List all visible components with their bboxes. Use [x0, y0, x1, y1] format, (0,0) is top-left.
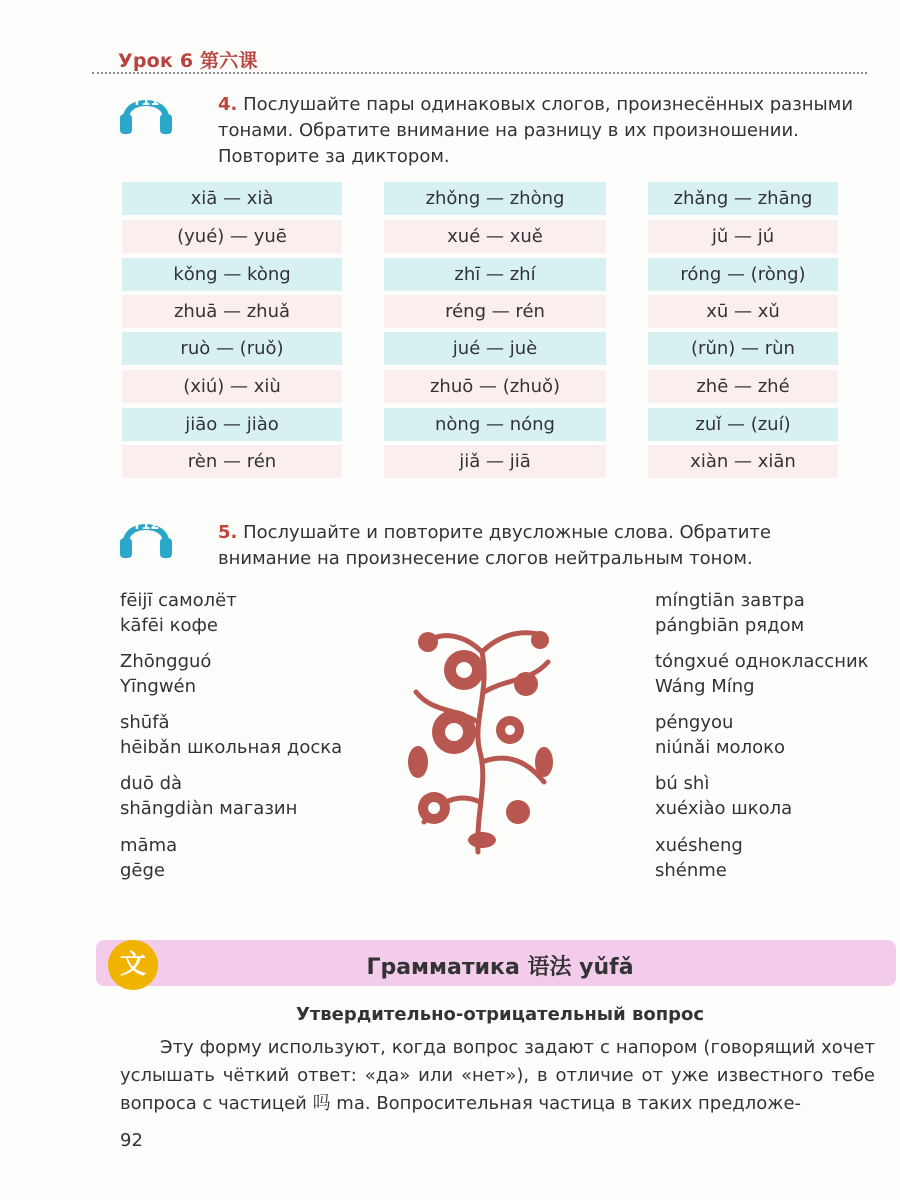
grammar-badge-icon: 文 — [108, 940, 158, 990]
header-divider — [92, 72, 867, 74]
syllable-pair: zhǎng — zhāng — [648, 182, 838, 215]
floral-ornament-icon — [398, 612, 560, 858]
syllable-pair: zhuā — zhuǎ — [122, 295, 342, 328]
syllable-pair: xiā — xià — [122, 182, 342, 215]
word-item: xuésheng — [655, 835, 743, 856]
word-item: Yīngwén — [120, 676, 197, 697]
syllable-pair: zhī — zhí — [384, 258, 606, 291]
syllable-pair: zhē — zhé — [648, 370, 838, 403]
syllable-pair: jiǎ — jiā — [384, 445, 606, 478]
syllable-pair: ruò — (ruǒ) — [122, 332, 342, 365]
syllable-pair: réng — rén — [384, 295, 606, 328]
headphones-icon[interactable] — [116, 88, 176, 136]
syllable-pair: jiāo — jiào — [122, 408, 342, 441]
task-text: Послушайте пары одинаковых слогов, произнесённых разными тонами. Обратите внимание на разницу в их произношении. Повторите за диктором. — [218, 94, 854, 167]
word-item: shāngdiàn магазин — [120, 798, 298, 819]
word-item: shūfǎ — [120, 712, 170, 733]
word-item: tóngxué одноклассник — [655, 651, 869, 672]
syllable-pair: róng — (ròng) — [648, 258, 838, 291]
lesson-header: Урок 6 第六课 — [118, 50, 258, 72]
grammar-title: Грамматика 语法 yǔfǎ — [366, 955, 634, 980]
word-item: hēibǎn школьная доска — [120, 737, 343, 758]
word-item: kāfēi кофе — [120, 615, 218, 636]
word-item: duō dà — [120, 773, 183, 794]
syllable-pair: kǒng — kòng — [122, 258, 342, 291]
word-item: míngtiān завтра — [655, 590, 805, 611]
syllable-pair: xué — xuě — [384, 220, 606, 253]
grammar-paragraph — [120, 1034, 875, 1118]
word-item: niúnǎi молоко — [655, 737, 785, 758]
task-text: Послушайте и повторите двусложные слова. Обратите внимание на произнесение слогов нейтральным тоном. — [218, 522, 771, 569]
word-item: Zhōngguó — [120, 651, 212, 672]
paragraph-text: Эту форму используют, когда вопрос задают с напором (говорящий хочет услышать чёткий ответ: «да» или «нет»), в отличие от уже известного тебе вопроса с частицей 吗 ma. Вопросительная частица в таких предложе- — [120, 1037, 875, 1114]
track-badge: T12 — [132, 518, 160, 533]
word-item: māma — [120, 835, 178, 856]
task-5-instruction — [218, 520, 868, 572]
syllable-pair: jué — juè — [384, 332, 606, 365]
syllable-pair: (yué) — yuē — [122, 220, 342, 253]
word-item: fēijī самолёт — [120, 590, 237, 611]
syllable-pair: xiàn — xiān — [648, 445, 838, 478]
word-item: shénme — [655, 860, 727, 881]
word-item: péngyou — [655, 712, 734, 733]
word-item: gēge — [120, 860, 165, 881]
syllable-pair: rèn — rén — [122, 445, 342, 478]
task-4-instruction — [218, 92, 868, 170]
track-badge: T11 — [132, 94, 160, 109]
syllable-pair: (xiú) — xiù — [122, 370, 342, 403]
word-item: Wáng Míng — [655, 676, 755, 697]
page-number: 92 — [120, 1130, 143, 1151]
syllable-pair: nòng — nóng — [384, 408, 606, 441]
word-item: pángbiān рядом — [655, 615, 805, 636]
syllable-pair: zhǒng — zhòng — [384, 182, 606, 215]
word-item: xuéxiào школа — [655, 798, 793, 819]
syllable-pair: (rǔn) — rùn — [648, 332, 838, 365]
syllable-pair: zuǐ — (zuí) — [648, 408, 838, 441]
syllable-pair: zhuō — (zhuǒ) — [384, 370, 606, 403]
section-subtitle: Утвердительно-отрицательный вопрос — [295, 1004, 705, 1025]
syllable-pair: jǔ — jú — [648, 220, 838, 253]
task-number: 5. — [218, 522, 238, 543]
syllable-pair: xū — xǔ — [648, 295, 838, 328]
word-item: bú shì — [655, 773, 710, 794]
headphones-icon[interactable] — [116, 512, 176, 560]
task-number: 4. — [218, 94, 238, 115]
